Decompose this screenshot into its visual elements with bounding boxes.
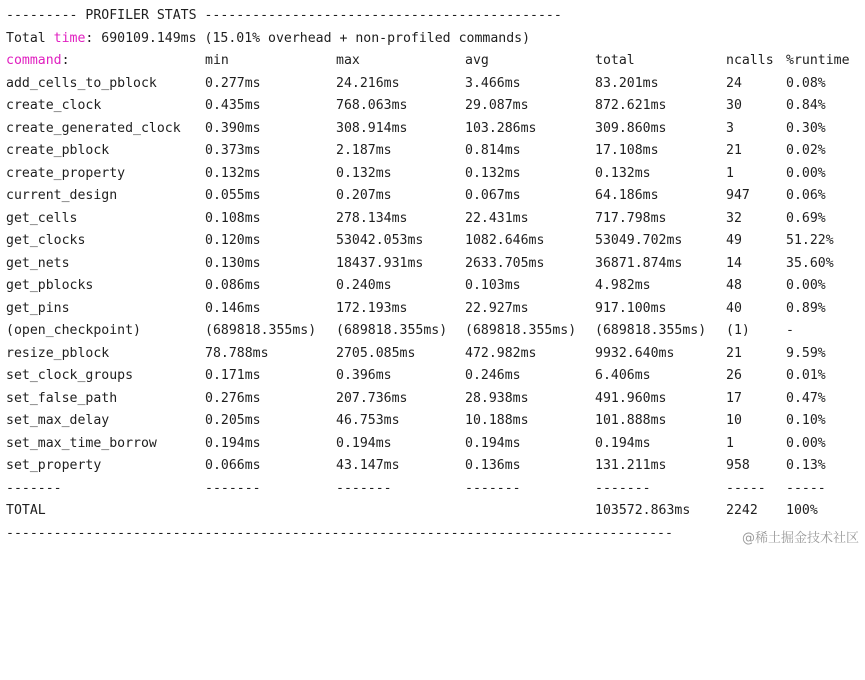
cell-total: 131.211ms [595,458,667,473]
cell-min: 0.066ms [205,458,261,473]
cell-max: (689818.355ms) [336,323,448,338]
cell-max: 278.134ms [336,210,408,226]
total-time-keyword: time [53,30,86,46]
table-row [6,275,861,298]
table-row [6,253,861,276]
cell-min: 0.276ms [205,390,261,406]
cell-avg: 0.246ms [465,368,521,383]
cell-command: set_max_delay [6,413,110,428]
cell-command: get_nets [6,255,70,271]
cell-runtime: 0.69% [786,210,826,226]
column-header-runtime: %runtime [786,53,850,68]
cell-runtime: 0.84% [786,98,826,113]
footer-rule [6,523,861,546]
table-row [6,365,861,388]
cell-command: resize_pblock [6,345,110,361]
cell-min: 0.205ms [205,413,261,428]
cell-max: 46.753ms [336,413,400,428]
cell-max: 2705.085ms [336,345,416,361]
cell-avg: 472.982ms [465,345,537,361]
cell-command: create_generated_clock [6,120,181,136]
cell-ncalls: 21 [726,143,742,158]
cell-command: create_clock [6,98,102,113]
cell-ncalls: 17 [726,390,742,406]
cell-total: 101.888ms [595,413,667,428]
cell-total: 872.621ms [595,98,667,113]
column-header-total: total [595,53,635,68]
cell-min: (689818.355ms) [205,323,317,338]
cell-min: 78.788ms [205,345,269,361]
cell-total: 36871.874ms [595,255,683,271]
cell-max: 53042.053ms [336,233,424,248]
cell-runtime: 0.00% [786,165,826,181]
command-keyword: command [6,53,62,68]
cell-min: 0.055ms [205,188,261,203]
cell-runtime: 0.10% [786,413,826,428]
table-header-row [6,50,861,73]
cell-total: (689818.355ms) [595,323,707,338]
cell-command: (open_checkpoint) [6,323,141,338]
cell-avg: 29.087ms [465,98,529,113]
cell-command: set_clock_groups [6,368,134,383]
cell-total: 53049.702ms [595,233,683,248]
cell-runtime: 0.47% [786,390,826,406]
cell-min: 0.194ms [205,435,261,451]
cell-total: 0.132ms [595,165,651,181]
cell-runtime: 0.08% [786,75,826,91]
table-row [6,388,861,411]
table-row [6,343,861,366]
column-header-min: min [205,53,229,68]
cell-command: current_design [6,188,118,203]
cell-command: get_clocks [6,233,86,248]
cell-max: 308.914ms [336,120,408,136]
cell-avg: 0.103ms [465,278,521,293]
cell-total: 491.960ms [595,390,667,406]
cell-avg: 0.132ms [465,165,521,181]
cell-total: 309.860ms [595,120,667,136]
table-row [6,95,861,118]
cell-ncalls: 24 [726,75,742,91]
total-time-line [6,28,861,51]
cell-total: 0.194ms [595,435,651,451]
table-row [6,433,861,456]
cell-runtime: 9.59% [786,345,826,361]
cell-runtime: 0.01% [786,368,826,383]
cell-runtime: 0.02% [786,143,826,158]
cell-min: 0.132ms [205,165,261,181]
table-row [6,320,861,343]
cell-ncalls: 3 [726,120,734,136]
totals-total: 103572.863ms [595,503,691,518]
cell-max: 18437.931ms [336,255,424,271]
cell-max: 2.187ms [336,143,392,158]
cell-total: 9932.640ms [595,345,675,361]
footer-rule-text: ------------------------------------------------------------------------------------ [6,525,673,541]
cell-avg: (689818.355ms) [465,323,577,338]
cell-runtime: 0.30% [786,120,826,136]
cell-avg: 10.188ms [465,413,529,428]
cell-ncalls: 30 [726,98,742,113]
table-row [6,230,861,253]
table-row [6,208,861,231]
cell-runtime: 0.00% [786,435,826,451]
table-row [6,410,861,433]
table-row [6,163,861,186]
cell-min: 0.108ms [205,210,261,226]
cell-total: 4.982ms [595,278,651,293]
cell-ncalls: 1 [726,435,734,451]
cell-min: 0.390ms [205,120,261,136]
cell-ncalls: 1 [726,165,734,181]
cell-ncalls: 40 [726,300,742,316]
cell-avg: 1082.646ms [465,233,545,248]
cell-ncalls: 26 [726,368,742,383]
cell-avg: 3.466ms [465,75,521,91]
cell-avg: 0.136ms [465,458,521,473]
separator-row [6,478,861,501]
cell-command: get_pblocks [6,278,94,293]
banner-text: --------- PROFILER STATS --------------------------------------------- [6,8,562,23]
cell-command: add_cells_to_pblock [6,75,157,91]
separator-runtime: ----- [786,480,826,496]
separator-total: ------- [595,480,651,496]
separator-min: ------- [205,480,261,496]
totals-runtime: 100% [786,503,818,518]
totals-label: TOTAL [6,503,46,518]
cell-command: set_property [6,458,102,473]
cell-avg: 22.431ms [465,210,529,226]
cell-total: 17.108ms [595,143,659,158]
cell-ncalls: 958 [726,458,750,473]
cell-min: 0.435ms [205,98,261,113]
totals-row [6,500,861,523]
cell-ncalls: 947 [726,188,750,203]
separator-avg: ------- [465,480,521,496]
separator-command: ------- [6,480,62,496]
cell-command: set_false_path [6,390,118,406]
cell-command: set_max_time_borrow [6,435,157,451]
cell-ncalls: 49 [726,233,742,248]
cell-min: 0.373ms [205,143,261,158]
table-row [6,140,861,163]
total-time-value: : 690109.149ms (15.01% overhead + non-profiled commands) [85,30,531,46]
cell-max: 768.063ms [336,98,408,113]
separator-max: ------- [336,480,392,496]
table-row [6,298,861,321]
cell-command: get_pins [6,300,70,316]
cell-runtime: 35.60% [786,255,834,271]
table-row [6,455,861,478]
cell-max: 0.207ms [336,188,392,203]
cell-max: 0.396ms [336,368,392,383]
cell-ncalls: 14 [726,255,742,271]
cell-max: 0.132ms [336,165,392,181]
cell-command: get_cells [6,210,78,226]
table-row [6,73,861,96]
cell-total: 6.406ms [595,368,651,383]
cell-ncalls: 32 [726,210,742,226]
profiler-banner [6,5,861,28]
cell-min: 0.277ms [205,75,261,91]
column-header-command [6,50,70,73]
cell-avg: 0.194ms [465,435,521,451]
watermark: @稀土掘金技术社区 [741,531,859,546]
cell-ncalls: (1) [726,323,750,338]
cell-runtime: - [786,323,794,338]
cell-ncalls: 10 [726,413,742,428]
separator-ncalls: ----- [726,480,766,496]
cell-avg: 22.927ms [465,300,529,316]
cell-total: 917.100ms [595,300,667,316]
cell-avg: 28.938ms [465,390,529,406]
command-colon: : [61,53,70,68]
total-time-text [6,28,530,51]
cell-runtime: 0.89% [786,300,826,316]
cell-avg: 0.814ms [465,143,521,158]
cell-max: 0.194ms [336,435,392,451]
cell-command: create_property [6,165,126,181]
cell-ncalls: 48 [726,278,742,293]
totals-ncalls: 2242 [726,503,758,518]
cell-max: 172.193ms [336,300,408,316]
cell-min: 0.120ms [205,233,261,248]
column-header-ncalls: ncalls [726,53,774,68]
cell-min: 0.146ms [205,300,261,316]
table-row [6,185,861,208]
cell-runtime: 0.06% [786,188,826,203]
cell-runtime: 0.13% [786,458,826,473]
cell-avg: 2633.705ms [465,255,545,271]
table-row [6,118,861,141]
cell-command: create_pblock [6,143,110,158]
cell-runtime: 51.22% [786,233,834,248]
cell-min: 0.130ms [205,255,261,271]
cell-max: 207.736ms [336,390,408,406]
cell-max: 24.216ms [336,75,400,91]
cell-ncalls: 21 [726,345,742,361]
cell-total: 717.798ms [595,210,667,226]
cell-total: 83.201ms [595,75,659,91]
cell-avg: 103.286ms [465,120,537,136]
column-header-avg: avg [465,53,489,68]
profiler-output [6,5,861,545]
cell-avg: 0.067ms [465,188,521,203]
cell-max: 0.240ms [336,278,392,293]
cell-min: 0.171ms [205,368,261,383]
table-body [6,73,861,478]
column-header-max: max [336,53,360,68]
cell-min: 0.086ms [205,278,261,293]
total-time-prefix: Total [6,30,54,46]
cell-max: 43.147ms [336,458,400,473]
cell-total: 64.186ms [595,188,659,203]
cell-runtime: 0.00% [786,278,826,293]
